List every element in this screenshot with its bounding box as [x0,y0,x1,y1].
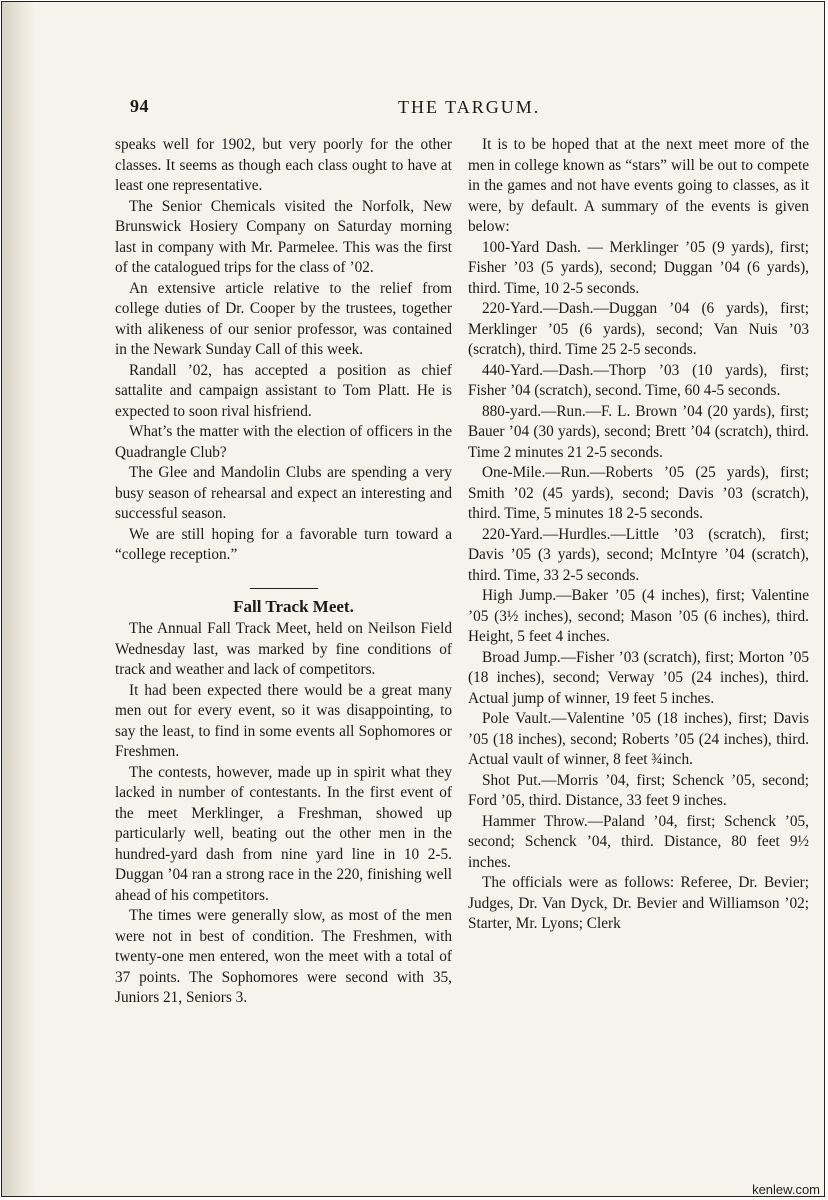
event-result: Broad Jump.—Fisher ’03 (scratch), first; Morton ’05 (18 inches), second; Verway ’05 (24 inches), third. Actual jump of winner, 19 feet 5 inches. [468,648,809,707]
paragraph: The Glee and Mandolin Clubs are spending a very busy season of rehearsal and expect an interesting and successful season. [115,464,452,522]
paragraph: What’s the matter with the election of officers in the Quadrangle Club? [115,423,452,461]
event-result: 880-yard.—Run.—F. L. Brown ’04 (20 yards), first; Bauer ’04 (30 yards), second; Brett ’04 (scratch), third. Time 2 minutes 21 2-5 seconds. [468,402,809,461]
journal-title: THE TARGUM. [398,97,541,117]
event-result: One-Mile.—Run.—Roberts ’05 (25 yards), first; Smith ’02 (45 yards), second; Davis ’03 (scratch), third. Time, 5 minutes 18 2-5 seconds. [468,464,809,522]
event-result: Shot Put.—Morris ’04, first; Schenck ’05, second; Ford ’05, third. Distance, 33 feet 9 inches. [468,771,809,809]
paragraph: It is to be hoped that at the next meet more of the men in college known as “stars” will be out to compete in the games and not have events going to classes, as it were, by default. A summary of the events is given below: [468,136,809,235]
event-result: High Jump.—Baker ’05 (4 inches), first; Valentine ’05 (3½ inches), second; Mason ’05 (6 inches), third. Height, 5 feet 4 inches. [468,587,809,645]
paragraph: The contests, however, made up in spirit what they lacked in number of contestants. In the first event of the meet Merklinger, a Freshman, showed up particularly well, beating out the other men in the hundred-yard dash from nine yard line in 10 2-5. Duggan ’04 ran a strong race in the 220, finishing well ahead of his competitors. [115,763,452,904]
paragraph: The times were generally slow, as most of the men were not in best of condition. The Freshmen, with twenty-one men entered, won the meet with a total of 37 points. The Sophomores were second with 35, Juniors 21, Seniors 3. [115,907,452,1006]
paragraph: speaks well for 1902, but very poorly for the other classes. It seems as though each class ought to have at least one representative. [115,136,452,194]
event-result: Hammer Throw.—Paland ’04, first; Schenck ’05, second; Schenck ’04, third. Distance, 80 feet 9½ inches. [468,812,809,871]
event-result: 220-Yard.—Dash.—Duggan ’04 (6 yards), first; Merklinger ’05 (6 yards), second; Van Nuis ’03 (scratch), third. Time 25 2-5 seconds. [468,300,809,358]
paragraph: Randall ’02, has accepted a position as chief sattalite and campaign assistant to Tom Platt. He is expected to soon rival hisfriend. [115,361,452,420]
paragraph: The Senior Chemicals visited the Norfolk, New Brunswick Hosiery Company on Saturday morning last in company with Mr. Parmelee. This was the first of the catalogued trips for the class of ’02. [115,197,452,276]
event-result: 220-Yard.—Hurdles.—Little ’03 (scratch), first; Davis ’05 (3 yards), second; McIntyre ’04 (scratch), third. Time, 33 2-5 seconds. [468,525,809,584]
event-result: 100-Yard Dash. — Merklinger ’05 (9 yards), first; Fisher ’03 (5 yards), second; Duggan ’04 (6 yards), third. Time, 10 2-5 seconds. [468,238,809,297]
scanned-page [1,1,825,1197]
paragraph: The Annual Fall Track Meet, held on Neilson Field Wednesday last, was marked by fine conditions of track and weather and lack of competitors. [115,620,452,678]
event-result: 440-Yard.—Dash.—Thorp ’03 (10 yards), first; Fisher ’04 (scratch), second. Time, 60 4-5 seconds. [468,361,809,399]
section-heading: Fall Track Meet. [233,596,354,616]
left-column [115,135,452,1009]
page-number: 94 [130,96,149,116]
page-edge-shadow [2,2,36,1196]
paragraph: The officials were as follows: Referee, Dr. Bevier; Judges, Dr. Van Dyck, Dr. Bevier and Williamson ’02; Starter, Mr. Lyons; Clerk [468,874,809,932]
paragraph: It had been expected there would be a great many men out for every event, so it was disappointing, to say the least, to find in some events all Sophomores or Freshmen. [115,681,452,760]
paragraph: An extensive article relative to the relief from college duties of Dr. Cooper by the trustees, together with alikeness of our senior professor, was contained in the Newark Sunday Call of this week. [115,279,452,358]
right-column [468,135,809,935]
watermark: kenlew.com [752,1182,820,1197]
section-divider [250,588,318,589]
event-result: Pole Vault.—Valentine ’05 (18 inches), first; Davis ’05 (18 inches), second; Roberts ’05 (24 inches), third. Actual vault of winner, 8 feet ¾inch. [468,710,809,768]
paragraph: We are still hoping for a favorable turn toward a “college reception.” [115,525,452,563]
